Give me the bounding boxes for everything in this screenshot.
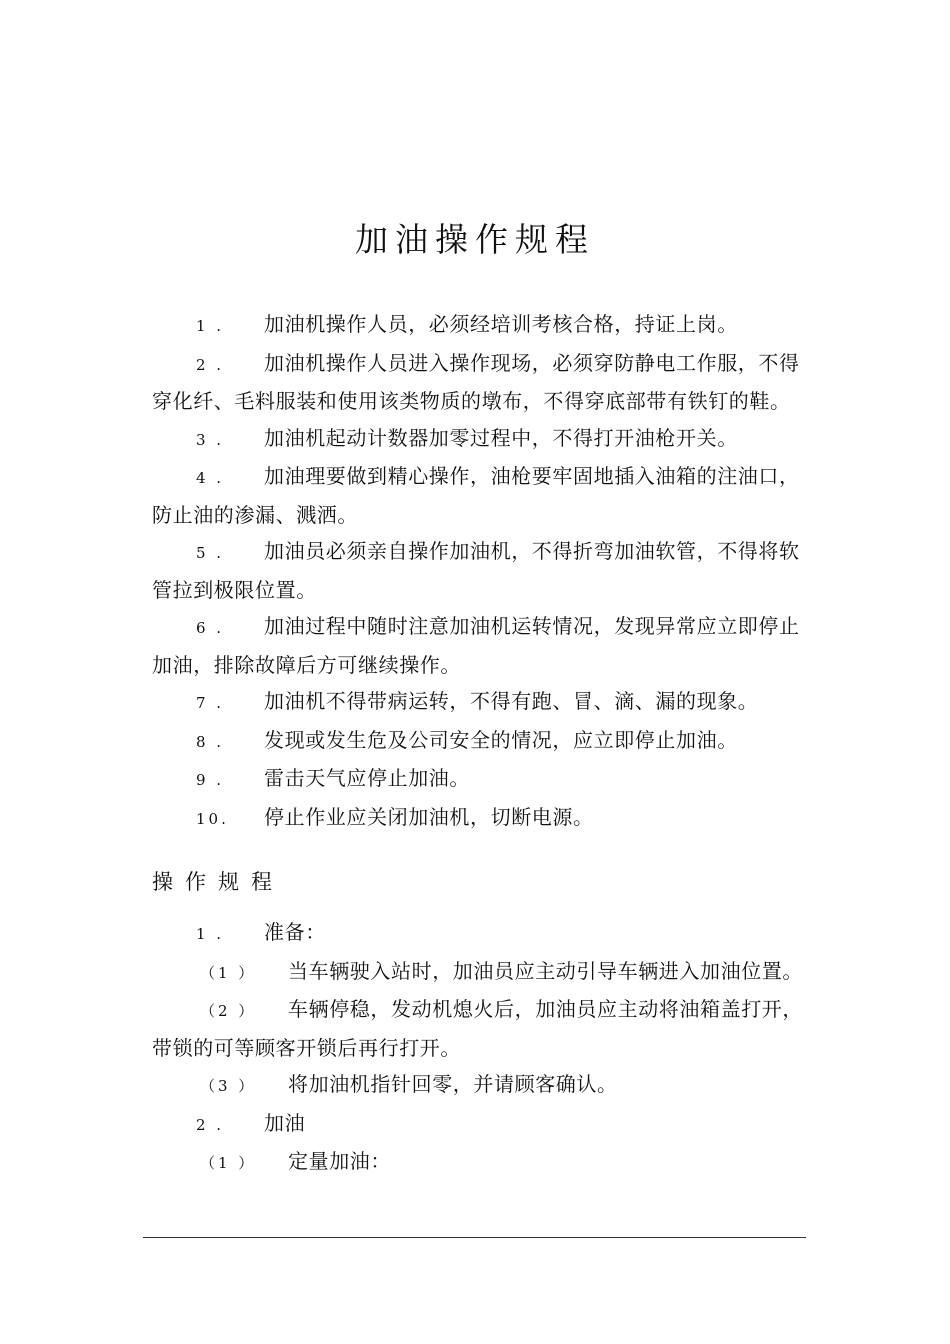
rule-item [152,722,804,761]
substep-number: （3 ） [200,1077,257,1095]
procedure-substep [152,1143,804,1182]
rule-number: 9 . [196,771,225,789]
rule-number: 1 . [196,317,225,335]
substep-number: （1 ） [200,963,257,982]
procedure-substep [152,1066,804,1105]
rule-number: 2 . [196,355,225,374]
rules-list [152,306,804,837]
section-title: 操作规程 [152,870,284,894]
substep-number: （2 ） [200,1002,257,1020]
procedure-step [152,914,804,953]
rule-text: 停止作业应关闭加油机，切断电源。 [264,804,594,829]
step-number: 2 . [196,1115,225,1134]
rule-number: 7 . [196,694,225,712]
step-text: 准备： [264,920,326,944]
rule-number: 5 . [196,544,225,562]
substep-text: 当车辆驶入站时，加油员应主动引导车辆进入加油位置。 [288,958,803,983]
rule-number: 10. [196,809,229,828]
rule-item [152,345,804,420]
rule-text: 发现或发生危及公司安全的情况，应立即停止加油。 [264,727,738,752]
step-text: 加油 [264,1110,306,1135]
step-number: 1 . [196,925,225,943]
rule-text: 加油理要做到精心操作，油枪要牢固地插入油箱的注油口，防止油的渗漏、溅洒。 [152,464,800,527]
rule-text: 加油过程中随时注意加油机运转情况，发现异常应立即停止加油，排除故障后方可继续操作。 [152,614,800,677]
rule-text: 雷击天气应停止加油。 [264,766,470,790]
substep-text: 车辆停稳，发动机熄火后，加油员应主动将油箱盖打开，带锁的可等顾客开锁后再行打开。 [152,997,803,1060]
footer-divider [143,1237,806,1238]
rule-item [152,683,804,722]
substep-number: （1 ） [200,1154,257,1172]
rule-item [152,533,804,608]
rule-number: 4 . [196,469,225,487]
rule-item [152,458,804,533]
rule-text: 加油机不得带病运转，不得有跑、冒、滴、漏的现象。 [264,689,759,713]
rule-item [152,306,804,345]
procedure-substep [152,953,804,992]
substep-text: 定量加油： [288,1149,391,1173]
rule-item [152,760,804,799]
rule-item [152,420,804,459]
rule-number: 3 . [196,430,225,449]
procedure-substep [152,991,804,1066]
rule-text: 加油机操作人员进入操作现场，必须穿防静电工作服，不得穿化纤、毛料服装和使用该类物质的墩布，不得穿底部带有铁钉的鞋。 [152,350,800,413]
rule-number: 6 . [196,619,225,637]
rule-item [152,799,804,838]
page-title: 加油操作规程 [355,220,595,259]
rule-text: 加油机操作人员，必须经培训考核合格，持证上岗。 [264,312,738,336]
rule-text: 加油员必须亲自操作加油机，不得折弯加油软管，不得将软管拉到极限位置。 [152,539,800,602]
procedure-list [152,914,804,1182]
rule-item [152,608,804,683]
procedure-step [152,1105,804,1144]
rule-number: 8 . [196,732,225,751]
substep-text: 将加油机指针回零，并请顾客确认。 [288,1072,618,1096]
rule-text: 加油机起动计数器加零过程中，不得打开油枪开关。 [264,425,738,450]
